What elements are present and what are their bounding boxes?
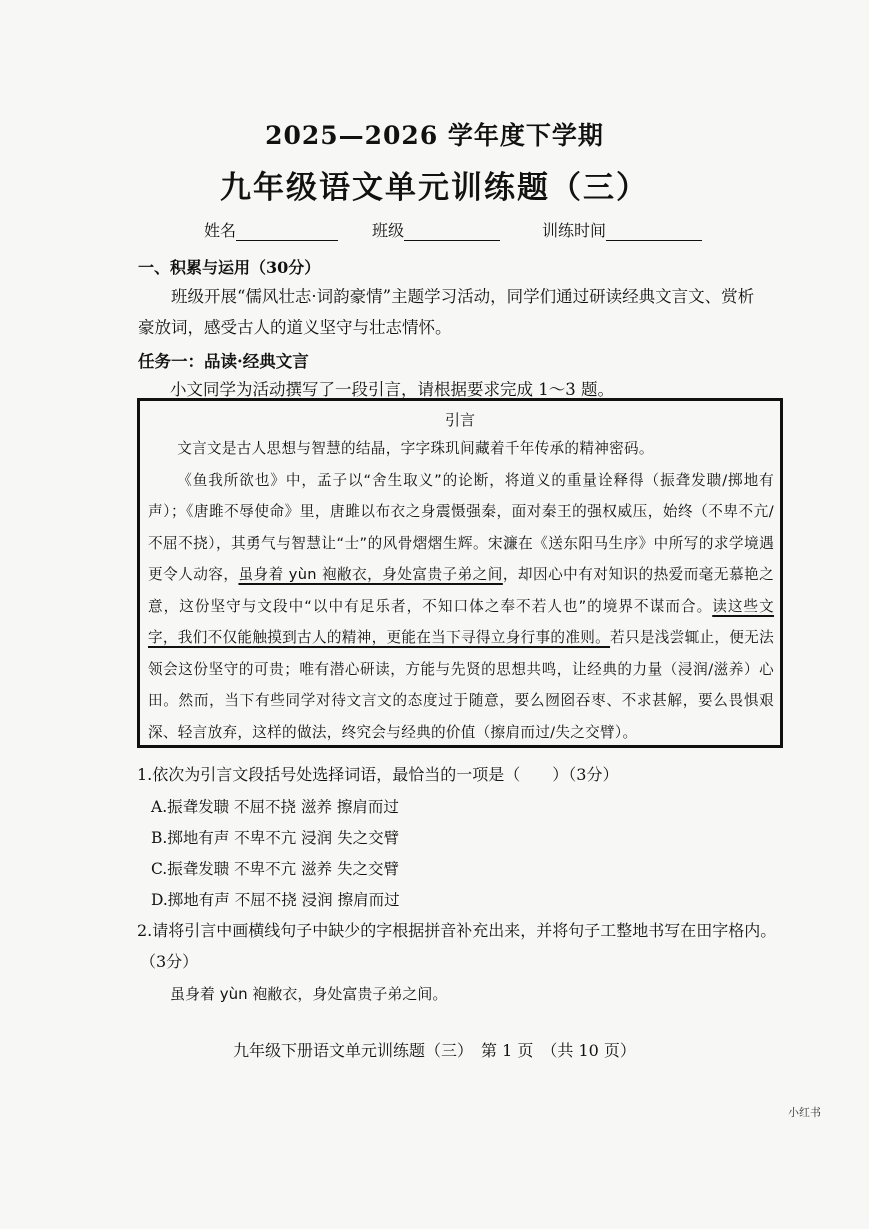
question-2-points: （3分） [140, 952, 199, 971]
box-paragraph-2 [148, 465, 774, 749]
question-2-stem: 2.请将引言中画横线句子中缺少的字根据拼音补充出来，并将句子工整地书写在田字格内。 [137, 921, 777, 940]
question-2-sentence: 虽身着 yùn 袍敝衣，身处富贵子弟之间。 [170, 985, 448, 1003]
box-text-segment: 《鱼我所欲也》中，孟子以“舍生取义”的论断，将道义的重量诠释得（振聋发聩/掷地有声）；《唐雎不辱使命》里，唐雎以布衣之身震慑强秦，面对秦王的强权威压，始终（不卑不亢/不屈不挠），其勇气与智慧让“士”的风骨熠熠生辉。宋濂在《送东阳马生序》中所写的求学境遇更令人动容， [148, 471, 774, 583]
name-blank[interactable] [236, 224, 338, 241]
page-title: 九年级语文单元训练题（三） [220, 170, 649, 206]
year-term: 2025—2026 学年度下学期 [265, 121, 604, 150]
name-field[interactable] [204, 218, 338, 241]
q1-option-b[interactable]: B.掷地有声 不卑不亢 浸润 失之交臂 [151, 829, 400, 847]
watermark: 小红书 [788, 1106, 821, 1119]
underlined-sentence-2: 读这些文字，我们不仅能触摸到古人的精神，更能在当下寻得立身行事的准则。 [148, 597, 774, 646]
class-blank[interactable] [404, 224, 500, 241]
task-heading: 任务一：品读·经典文言 [138, 352, 309, 371]
section-heading: 一、积累与运用（30分） [138, 258, 321, 277]
q1-option-a[interactable]: A.振聋发聩 不屈不挠 滋养 擦肩而过 [151, 798, 399, 816]
box-paragraph-1: 文言文是古人思想与智慧的结晶，字字珠玑间藏着千年传承的精神密码。 [177, 440, 654, 457]
question-1-stem: 1.依次为引言文段括号处选择词语，最恰当的一项是（ ）（3分） [137, 765, 619, 784]
box-text [148, 433, 774, 748]
q1-option-c[interactable]: C.振聋发聩 不卑不亢 滋养 失之交臂 [151, 860, 400, 878]
task-description: 小文同学为活动撰写了一段引言，请根据要求完成 1～3 题。 [170, 380, 614, 399]
introduction-box [137, 398, 783, 748]
class-label: 班级 [372, 221, 405, 240]
box-title: 引言 [444, 411, 475, 429]
time-label: 训练时间 [542, 221, 607, 240]
time-blank[interactable] [606, 224, 702, 241]
time-field[interactable] [542, 218, 702, 241]
q1-option-d[interactable]: D.掷地有声 不屈不挠 浸润 擦肩而过 [151, 891, 400, 909]
student-info-row [204, 218, 730, 241]
name-label: 姓名 [204, 221, 237, 240]
page-footer: 九年级下册语文单元训练题（三） 第 1 页 （共 10 页） [233, 1041, 636, 1060]
class-field[interactable] [372, 218, 500, 241]
section-intro: 班级开展“儒风壮志·词韵豪情”主题学习活动，同学们通过研读经典文言文、赏析豪放词，感受古人的道义坚守与壮志情怀。 [138, 287, 755, 337]
box-text-segment: ，却因心中有对知识的热爱而毫无慕艳之意，这份坚守与文段中“以中有足乐者，不知口体之奉不若人也”的境界不谋而合。 [148, 566, 774, 615]
underlined-sentence-1: 虽身着 yùn 袍敝衣，身处富贵子弟之间 [238, 566, 503, 583]
box-text-segment: 若只是浅尝辄止，便无法领会这份坚守的可贵；唯有潜心研读，方能与先贤的思想共鸣，让经典的力量（浸润/滋养）心田。然而，当下有些同学对待文言文的态度过于随意，要么囫囵吞枣、不求甚解，要么畏惧艰深、轻言放弃，这样的做法，终究会与经典的价值（擦肩而过/失之交臂）。 [148, 629, 774, 741]
